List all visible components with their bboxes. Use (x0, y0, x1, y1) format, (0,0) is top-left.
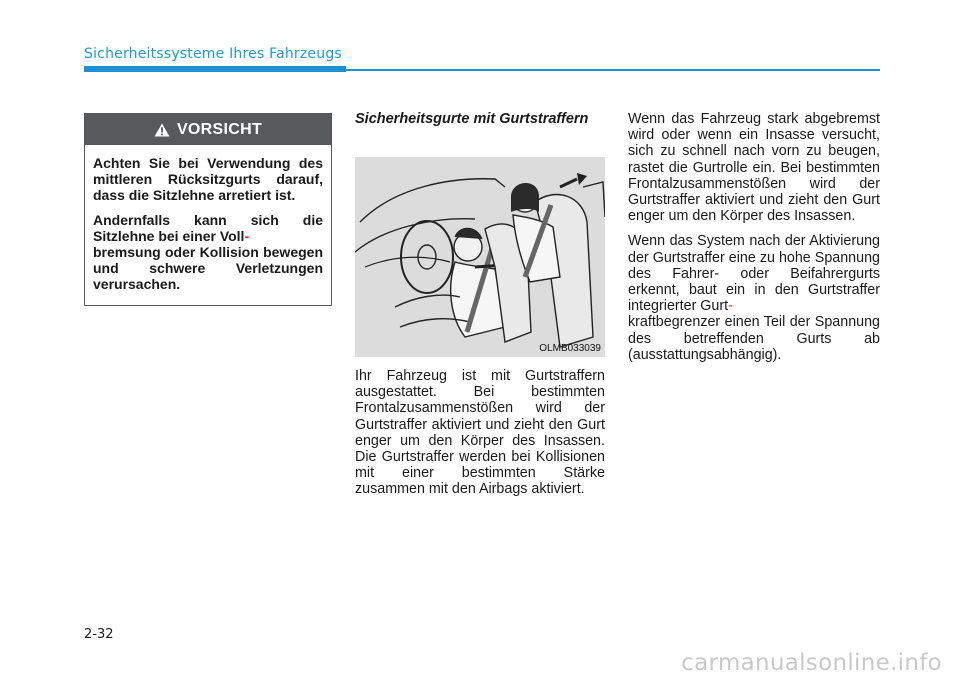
illustration-code: OLMB033039 (539, 343, 601, 354)
header-rule-thick (84, 66, 346, 72)
caution-paragraph-2 (93, 212, 323, 292)
header-section-title: Sicherheitssysteme Ihres Fahrzeugs (84, 46, 342, 62)
section-body-text: Ihr Fahrzeug ist mit Gurtstraffern ausgestattet. Bei bestimmten Frontalzusammenstößen wird der Gurtstraffer aktiviert und zieht den Gurt enger um den Körper des Insassen. Die Gurtstraffer werden bei Kollisionen mit einer bestimmten Stärke zusammen mit den Airbags aktiviert. (355, 368, 605, 498)
caution-box (84, 113, 332, 306)
hyphen-mark: - (244, 228, 250, 244)
right-paragraph-2-start: Wenn das System nach der Aktivierung der Gurtstraffer eine zu hohe Spannung des Fahrer- oder Beifahrergurts erkennt, baut ein in den Gurtstraffer integrierter Gurt (628, 233, 880, 315)
caution-paragraph-2-start: Andernfalls kann sich die Sitzlehne bei einer Voll (93, 212, 323, 244)
caution-paragraph-1: Achten Sie bei Verwendung des mittleren Rücksitzgurts darauf, dass die Sitzlehne arretiert ist. (93, 155, 323, 203)
hyphen-mark: - (728, 298, 733, 315)
illustration-drawing (355, 157, 605, 357)
caution-title: VORSICHT (176, 120, 263, 138)
right-column (628, 111, 880, 372)
section-heading: Sicherheitsgurte mit Gurtstraffern (355, 111, 589, 127)
caution-body (85, 145, 331, 292)
right-paragraph-1: Wenn das Fahrzeug stark abgebremst wird oder wenn ein Insasse versucht, sich zu schnell nach vorn zu beugen, rastet die Gurtrolle ein. Bei bestimmten Frontalzusammenstößen wird der Gurtstraffer aktiviert und zieht den Gurt enger um den Körper des Insassen. (628, 111, 880, 225)
warning-triangle-icon (154, 123, 170, 137)
caution-paragraph-2-end: bremsung oder Kollision bewegen und schwere Verletzungen verursachen. (93, 244, 323, 292)
right-paragraph-2 (628, 233, 880, 363)
caution-header (85, 114, 331, 145)
header-rule-thin (346, 69, 880, 71)
seatbelt-pretensioner-illustration (355, 157, 605, 357)
right-paragraph-2-end: kraftbegrenzer einen Teil der Spannung des betreffenden Gurts ab (ausstattungsabhängig). (628, 314, 880, 363)
watermark-text[interactable]: carmanualsonline.info (681, 650, 942, 676)
page-number: 2-32 (84, 627, 114, 642)
